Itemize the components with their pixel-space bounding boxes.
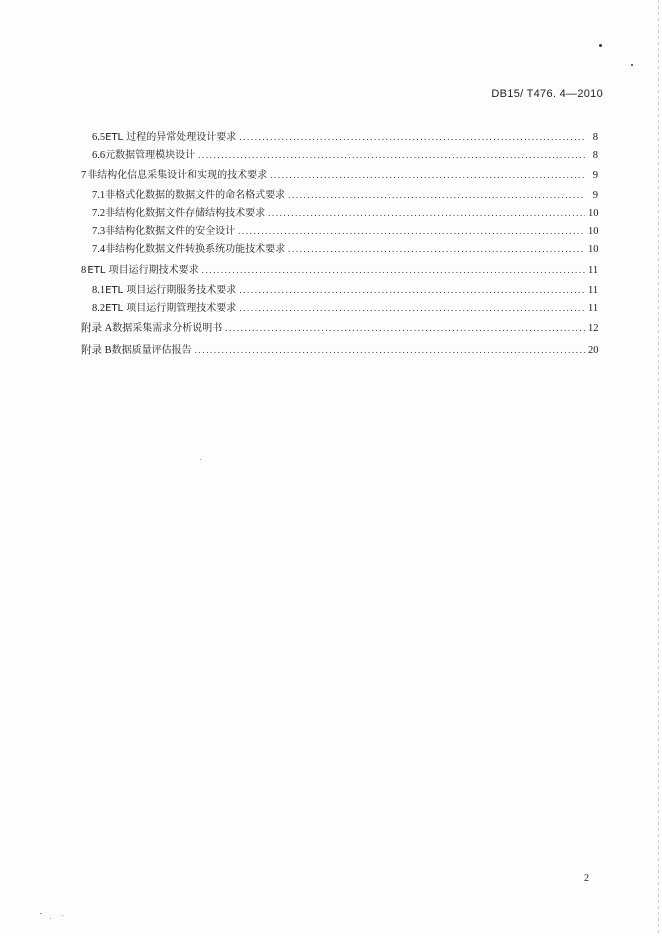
page-number: 2 <box>584 873 589 884</box>
toc-entry-number: 6.5 <box>92 132 106 143</box>
document-code: DB15/ T476. 4—2010 <box>491 88 603 100</box>
toc-entry-page: 10 <box>588 208 599 219</box>
scan-speck <box>631 64 633 66</box>
toc-entry-page: 11 <box>588 265 599 276</box>
toc-entry-page: 11 <box>588 285 599 296</box>
toc-entry[interactable] <box>92 242 598 257</box>
toc-entry-title: 数据质量评估报告 <box>111 345 192 356</box>
toc-entry[interactable] <box>81 321 598 336</box>
toc-entry[interactable] <box>81 263 598 278</box>
toc-entry-number: 7 <box>81 170 87 181</box>
toc-entry-title: ETL 项目运行期管理技术要求 <box>105 303 237 314</box>
toc-leader-dots <box>270 168 585 182</box>
toc-entry-number: 附录 A <box>81 323 113 334</box>
scan-speck <box>599 44 602 47</box>
toc-leader-dots <box>288 188 585 202</box>
toc-entry-number: 8.2 <box>92 303 106 314</box>
toc-entry[interactable] <box>92 206 598 221</box>
toc-entry-title: 非结构化数据文件存储结构技术要求 <box>105 208 266 219</box>
toc-leader-dots <box>225 321 585 335</box>
toc-entry[interactable] <box>92 283 598 298</box>
toc-entry-title: 数据采集需求分析说明书 <box>112 323 223 334</box>
toc-entry-title: 非格式化数据的数据文件的命名格式要求 <box>105 190 286 201</box>
toc-entry[interactable] <box>92 224 598 239</box>
toc-entry-page: 20 <box>588 345 599 356</box>
toc-leader-dots <box>239 301 585 315</box>
toc-entry-title: ETL 过程的异常处理设计要求 <box>105 132 237 143</box>
toc-entry-title: ETL 项目运行期服务技术要求 <box>105 285 237 296</box>
toc-leader-dots <box>238 224 585 238</box>
toc-entry-page: 8 <box>592 132 598 143</box>
toc-entry-title: 非结构化数据文件转换系统功能技术要求 <box>105 244 286 255</box>
toc-entry[interactable] <box>92 130 598 145</box>
toc-entry-number: 8 <box>81 265 87 276</box>
scan-speck <box>62 915 63 916</box>
toc-entry-title: 非结构化信息采集设计和实现的技术要求 <box>87 170 268 181</box>
scan-edge-line <box>658 0 659 936</box>
toc-leader-dots <box>268 206 585 220</box>
toc-entry[interactable] <box>92 148 598 163</box>
toc-leader-dots <box>239 283 585 297</box>
toc-entry-number: 6.6 <box>92 150 106 161</box>
toc-entry-page: 10 <box>588 226 599 237</box>
toc-entry-page: 10 <box>588 244 599 255</box>
toc-entry[interactable] <box>92 301 598 316</box>
toc-leader-dots <box>239 130 585 144</box>
toc-entry-number: 7.4 <box>92 244 106 255</box>
scan-speck <box>50 918 51 919</box>
toc-entry-page: 11 <box>588 303 599 314</box>
toc-leader-dots <box>202 263 585 277</box>
toc-entry-title: 元数据管理模块设计 <box>105 150 196 161</box>
toc-entry-number: 7.3 <box>92 226 106 237</box>
toc-entry-page: 12 <box>588 323 599 334</box>
toc-leader-dots <box>288 242 585 256</box>
toc-entry[interactable] <box>92 188 598 203</box>
toc-entry[interactable] <box>81 168 598 183</box>
toc-entry-page: 8 <box>592 150 598 161</box>
toc-entry-number: 7.2 <box>92 208 106 219</box>
toc-leader-dots <box>195 343 585 357</box>
toc-leader-dots <box>198 148 585 162</box>
scan-speck <box>40 913 42 914</box>
toc-entry-number: 附录 B <box>81 345 112 356</box>
toc-entry-title: 非结构化数据文件的安全设计 <box>105 226 236 237</box>
scan-speck <box>200 459 201 460</box>
toc-entry-title: ETL 项目运行期技术要求 <box>87 265 199 276</box>
toc-entry-number: 7.1 <box>92 190 106 201</box>
toc-entry-number: 8.1 <box>92 285 106 296</box>
toc-entry[interactable] <box>81 343 598 358</box>
toc-entry-page: 9 <box>592 190 598 201</box>
toc-entry-page: 9 <box>592 170 598 181</box>
